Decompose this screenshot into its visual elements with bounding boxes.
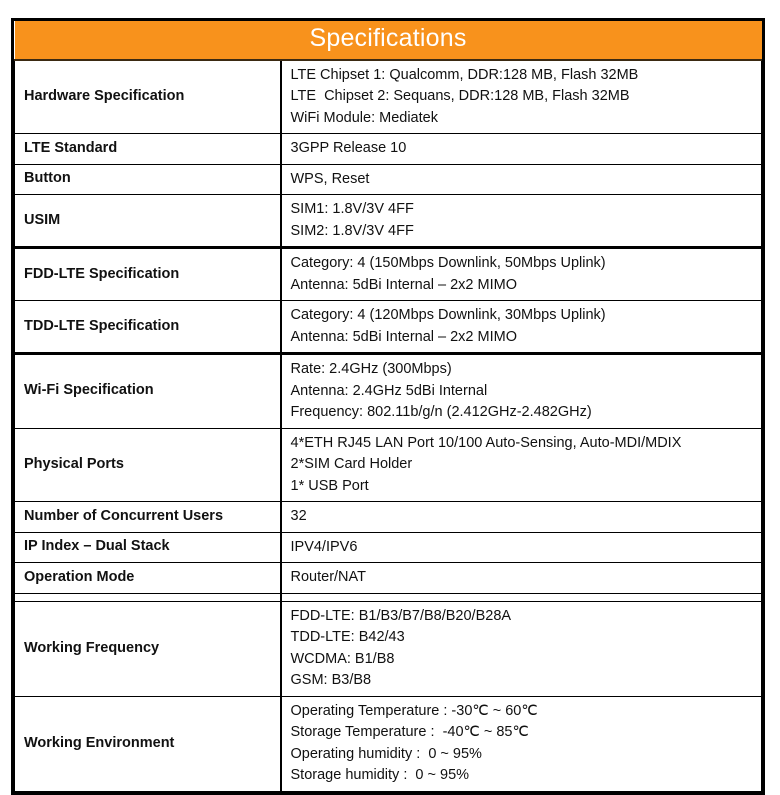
row-label: Operation Mode bbox=[15, 563, 281, 594]
table-row bbox=[15, 195, 762, 248]
value-line: WPS, Reset bbox=[290, 170, 370, 187]
row-value bbox=[281, 301, 762, 354]
row-value bbox=[281, 195, 762, 248]
row-label: USIM bbox=[15, 195, 281, 248]
table-row-spacer bbox=[15, 593, 762, 601]
value-line: FDD-LTE: B1/B3/B7/B8/B20/B28A bbox=[290, 607, 512, 624]
table-row bbox=[15, 301, 762, 354]
row-label: Number of Concurrent Users bbox=[15, 502, 281, 533]
table-row bbox=[15, 696, 762, 791]
row-value bbox=[281, 532, 762, 563]
value-line: WCDMA: B1/B8 bbox=[290, 650, 395, 667]
row-label: LTE Standard bbox=[15, 134, 281, 165]
value-line: Antenna: 2.4GHz 5dBi Internal bbox=[290, 382, 488, 399]
page-title: Specifications bbox=[15, 21, 762, 60]
value-line: Frequency: 802.11b/g/n (2.412GHz-2.482GHz) bbox=[290, 404, 592, 420]
value-line: Router/NAT bbox=[290, 569, 366, 585]
value-line: SIM2: 1.8V/3V 4FF bbox=[290, 222, 414, 239]
row-label: IP Index – Dual Stack bbox=[15, 532, 281, 563]
value-line: Antenna: 5dBi Internal – 2x2 MIMO bbox=[290, 276, 517, 293]
specifications-table bbox=[14, 21, 762, 792]
row-value bbox=[281, 134, 762, 165]
table-row bbox=[15, 164, 762, 195]
row-label: TDD-LTE Specification bbox=[15, 301, 281, 354]
table-row bbox=[15, 563, 762, 594]
table-title-row bbox=[15, 21, 762, 60]
row-label: Working Frequency bbox=[15, 601, 281, 696]
row-value bbox=[281, 502, 762, 533]
row-value bbox=[281, 354, 762, 429]
row-value bbox=[281, 248, 762, 301]
value-line: Category: 4 (120Mbps Downlink, 30Mbps Uplink) bbox=[290, 307, 606, 323]
value-line: Rate: 2.4GHz (300Mbps) bbox=[290, 361, 452, 377]
value-line: Operating humidity : 0 ~ 95% bbox=[290, 745, 482, 762]
row-label bbox=[15, 593, 281, 601]
row-label: Working Environment bbox=[15, 696, 281, 791]
value-line: Antenna: 5dBi Internal – 2x2 MIMO bbox=[290, 328, 517, 345]
value-line: SIM1: 1.8V/3V 4FF bbox=[290, 201, 414, 217]
value-line: 32 bbox=[290, 508, 307, 524]
row-value bbox=[281, 164, 762, 195]
value-line: Category: 4 (150Mbps Downlink, 50Mbps Uplink) bbox=[290, 255, 606, 271]
table-row bbox=[15, 60, 762, 134]
table-row bbox=[15, 601, 762, 696]
table-row bbox=[15, 502, 762, 533]
table-row bbox=[15, 248, 762, 301]
row-label: Hardware Specification bbox=[15, 60, 281, 134]
value-line: 1* USB Port bbox=[290, 477, 369, 494]
row-label: Button bbox=[15, 164, 281, 195]
value-line: Storage Temperature : -40℃ ~ 85℃ bbox=[290, 724, 529, 740]
table-row bbox=[15, 134, 762, 165]
row-value bbox=[281, 593, 762, 601]
value-line: WiFi Module: Mediatek bbox=[290, 109, 438, 126]
row-value bbox=[281, 428, 762, 502]
value-line: Storage humidity : 0 ~ 95% bbox=[290, 767, 470, 783]
value-line: 3GPP Release 10 bbox=[290, 140, 407, 156]
value-line: Operating Temperature : -30℃ ~ 60℃ bbox=[290, 702, 538, 719]
row-label: FDD-LTE Specification bbox=[15, 248, 281, 301]
row-value bbox=[281, 60, 762, 134]
table-row bbox=[15, 354, 762, 429]
value-line: LTE Chipset 2: Sequans, DDR:128 MB, Flash 32MB bbox=[290, 88, 630, 104]
row-value bbox=[281, 696, 762, 791]
row-label: Physical Ports bbox=[15, 428, 281, 502]
row-value bbox=[281, 601, 762, 696]
table-row bbox=[15, 532, 762, 563]
value-line: IPV4/IPV6 bbox=[290, 538, 358, 555]
specifications-table-frame bbox=[11, 18, 765, 795]
row-label: Wi-Fi Specification bbox=[15, 354, 281, 429]
value-line: GSM: B3/B8 bbox=[290, 672, 372, 688]
value-line: TDD-LTE: B42/43 bbox=[290, 629, 405, 645]
table-row bbox=[15, 428, 762, 502]
value-line: 4*ETH RJ45 LAN Port 10/100 Auto-Sensing, Auto-MDI/MDIX bbox=[290, 434, 682, 451]
row-value bbox=[281, 563, 762, 594]
value-line: LTE Chipset 1: Qualcomm, DDR:128 MB, Flash 32MB bbox=[290, 66, 639, 83]
value-line: 2*SIM Card Holder bbox=[290, 456, 413, 472]
